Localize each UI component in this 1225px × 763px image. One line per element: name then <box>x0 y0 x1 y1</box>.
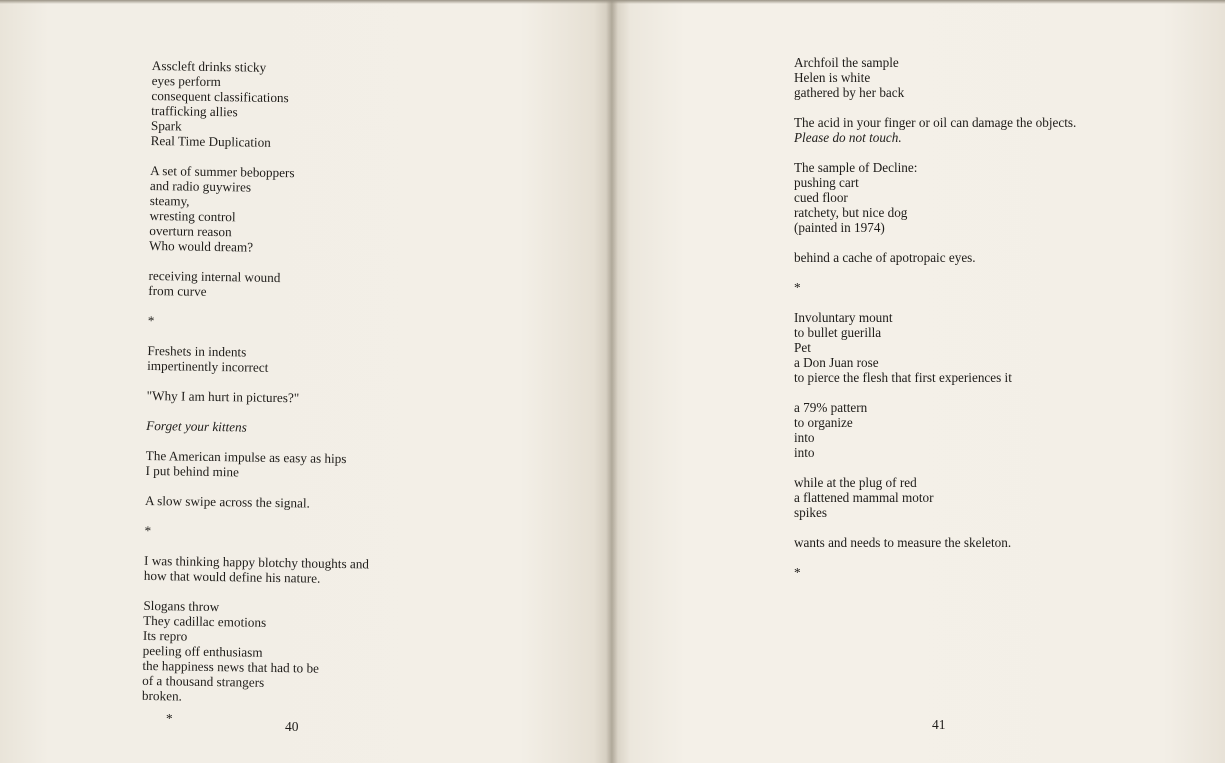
poem-line: broken. <box>141 687 183 704</box>
poem-line: Archfoil the sample <box>794 55 899 70</box>
poem-line: eyes perform <box>151 72 221 90</box>
poem-line: cued floor <box>794 190 848 205</box>
stanza <box>794 55 1194 100</box>
poem-line: and radio guywires <box>149 177 252 195</box>
poem-line: to organize <box>794 415 853 430</box>
poem-line: to bullet guerilla <box>794 325 882 340</box>
poem-line: a Don Juan rose <box>794 355 879 370</box>
poem-line: Pet <box>794 340 811 355</box>
right-page-poem <box>794 55 1194 595</box>
poem-line: to pierce the flesh that first experiences it <box>794 370 1012 385</box>
section-asterisk: * <box>794 565 801 580</box>
poem-line: Involuntary mount <box>794 310 893 325</box>
section-asterisk: * <box>794 280 801 295</box>
stanza <box>149 163 450 258</box>
poem-line: trafficking allies <box>151 102 238 120</box>
poem-line: while at the plug of red <box>794 475 917 490</box>
poem-line: Forget your kittens <box>146 417 247 435</box>
poem-line: peeling off enthusiasm <box>142 642 263 660</box>
poem-line: They cadillac emotions <box>143 612 267 630</box>
poem-line: of a thousand strangers <box>142 672 265 690</box>
poem-line: Spark <box>150 117 182 134</box>
poem-line: Freshets in indents <box>147 342 247 360</box>
poem-line: Please do not touch. <box>794 130 902 145</box>
right-page-number: 41 <box>932 717 946 732</box>
poem-line: ratchety, but nice dog <box>794 205 908 220</box>
poem-line: a 79% pattern <box>794 400 868 415</box>
stanza <box>794 115 1194 145</box>
section-asterisk: * <box>144 522 152 539</box>
poem-line: A set of summer beboppers <box>150 162 295 181</box>
stanza <box>144 553 444 588</box>
stanza <box>142 598 444 708</box>
poem-line: from curve <box>148 282 207 299</box>
stanza <box>794 310 1194 385</box>
stanza <box>794 565 1194 580</box>
stanza <box>147 388 447 408</box>
poem-line: (painted in 1974) <box>794 220 885 235</box>
stanza <box>146 418 446 438</box>
page-top-edge <box>0 0 1225 4</box>
poem-line: spikes <box>794 505 827 520</box>
stanza <box>794 535 1194 550</box>
book-gutter <box>606 0 618 763</box>
poem-line: consequent classifications <box>151 87 289 106</box>
poem-line: A slow swipe across the signal. <box>144 492 310 511</box>
poem-line: Its repro <box>142 627 188 644</box>
poem-line: overturn reason <box>149 222 232 240</box>
poem-line: into <box>794 430 815 445</box>
stanza <box>145 448 445 483</box>
poem-line: gathered by her back <box>794 85 905 100</box>
poem-line: wants and needs to measure the skeleton. <box>794 535 1012 550</box>
poem-line: The acid in your finger or oil can damage the objects. <box>794 115 1077 130</box>
poem-line: the happiness news that had to be <box>142 657 320 676</box>
poem-line: Slogans throw <box>143 597 220 615</box>
poem-line: how that would define his nature. <box>143 567 321 586</box>
section-asterisk: * <box>147 312 155 329</box>
poem-line: steamy, <box>149 192 190 209</box>
stanza <box>148 268 448 303</box>
poem-line: Helen is white <box>794 70 871 85</box>
stanza <box>794 475 1194 520</box>
poem-line: wresting control <box>149 207 236 225</box>
stanza <box>147 343 447 378</box>
left-page-poem <box>142 58 452 723</box>
left-page-bottom-asterisk: * <box>166 711 173 726</box>
stanza <box>145 493 445 513</box>
poem-line: receiving internal wound <box>148 267 281 286</box>
stanza <box>794 250 1194 265</box>
poem-line: a flattened mammal motor <box>794 490 934 505</box>
poem-line: impertinently incorrect <box>147 357 269 375</box>
stanza <box>151 58 452 153</box>
stanza <box>794 280 1194 295</box>
poem-line: Asscleft drinks sticky <box>151 58 267 75</box>
stanza <box>148 313 448 333</box>
poem-line: I was thinking happy blotchy thoughts and <box>143 552 370 572</box>
poem-line: "Why I am hurt in pictures?" <box>146 387 300 406</box>
poem-line: pushing cart <box>794 175 859 190</box>
left-page-number: 40 <box>285 719 299 734</box>
poem-line: behind a cache of apotropaic eyes. <box>794 250 976 265</box>
poem-line: The sample of Decline: <box>794 160 918 175</box>
stanza <box>144 523 444 543</box>
poem-line: Real Time Duplication <box>150 132 271 150</box>
poem-line: Who would dream? <box>148 237 254 255</box>
poem-line: The American impulse as easy as hips <box>145 447 347 467</box>
stanza <box>794 400 1194 460</box>
poem-line: into <box>794 445 815 460</box>
poem-line: I put behind mine <box>145 462 240 480</box>
stanza <box>794 160 1194 235</box>
